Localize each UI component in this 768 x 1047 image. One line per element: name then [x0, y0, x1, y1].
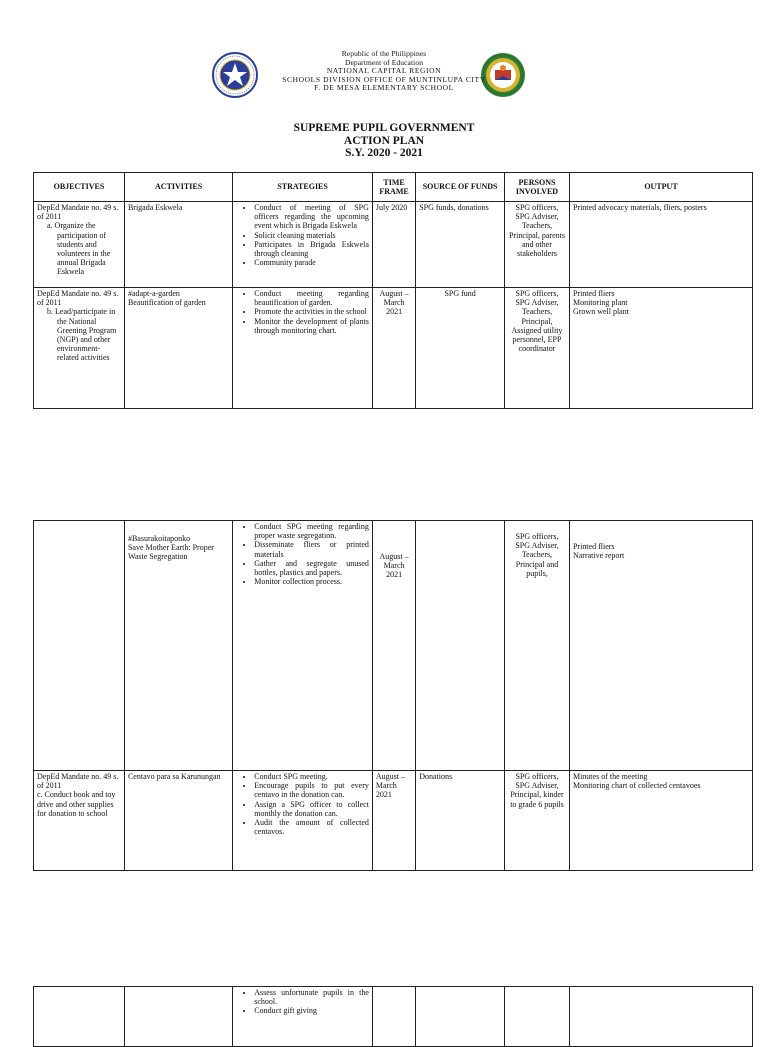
- strategy-item: • Audit the amount of collected centavos.: [254, 818, 369, 836]
- strategy-item: • Gather and segregate unused bottles, plastics and papers.: [254, 559, 369, 577]
- persons-cell: [505, 987, 570, 1047]
- objective-head: DepEd Mandate no. 49 s. of 2011: [37, 203, 119, 222]
- action-plan-table-3: [33, 986, 753, 1047]
- time-frame-cell: August – March 2021: [372, 771, 415, 871]
- header-department: Department of Education: [344, 57, 424, 67]
- persons-cell: SPG officers, SPG Adviser, Teachers, Principal, Assigned utility personnel, EPP coordinator: [505, 288, 570, 409]
- output-cell: [569, 987, 752, 1047]
- time-frame-text: August – March 2021: [379, 552, 409, 580]
- strategy-item: • Assess unfortunate pupils in the school.: [254, 988, 369, 1006]
- persons-cell: SPG officers, SPG Adviser, Teachers, Principal, parents and other stakeholders: [505, 202, 570, 288]
- time-frame-cell: August – March 2021: [372, 288, 415, 409]
- header-strategies: STRATEGIES: [233, 173, 373, 202]
- strategy-item: • Conduct SPG meeting regarding proper waste segregation.: [254, 522, 369, 540]
- activity-cell: [124, 288, 232, 409]
- activity-text: Save Mother Earth: Proper Waste Segregation: [127, 543, 214, 562]
- strategy-item: • Conduct gift giving: [254, 1006, 369, 1015]
- funds-cell: SPG fund: [416, 288, 505, 409]
- activity-cell: [124, 987, 232, 1047]
- activity-cell: Centavo para sa Karunungan: [124, 771, 232, 871]
- persons-cell: SPG officers, SPG Adviser, Principal, kinder to grade 6 pupils: [505, 771, 570, 871]
- output-line: Monitoring plant: [572, 298, 628, 308]
- title-spg: SUPREME PUPIL GOVERNMENT: [293, 122, 475, 134]
- output-line: Minutes of the meeting: [572, 772, 648, 781]
- document-title: [0, 122, 768, 160]
- time-frame-cell: [372, 987, 415, 1047]
- header-activities: ACTIVITIES: [124, 173, 232, 202]
- strategy-item: • Conduct meeting regarding beautification of garden.: [254, 289, 369, 307]
- table-row: [34, 521, 753, 771]
- title-school-year: S.Y. 2020 - 2021: [345, 147, 423, 160]
- table-row: [34, 771, 753, 871]
- header-persons-involved: PERSONS INVOLVED: [505, 173, 570, 202]
- strategies-cell: [233, 987, 373, 1047]
- objective-cell: [34, 521, 125, 771]
- document-header: [0, 50, 768, 93]
- objective-item: a. Organize the participation of students and volunteers in the annual Brigada Eskwela: [47, 221, 111, 277]
- header-objectives: OBJECTIVES: [34, 173, 125, 202]
- objective-cell: [34, 771, 125, 871]
- activity-hashtag: #Basurakoitaponko: [127, 534, 191, 543]
- header-region: NATIONAL CAPITAL REGION: [326, 66, 442, 76]
- strategy-item: • Promote the activities in the school: [254, 307, 369, 316]
- table-row: [34, 202, 753, 288]
- header-time-frame: TIME FRAME: [372, 173, 415, 202]
- output-line: Printed fliers: [572, 542, 615, 551]
- activity-cell: [124, 521, 232, 771]
- funds-cell: SPG funds, donations: [416, 202, 505, 288]
- output-line: Printed fliers: [572, 289, 615, 298]
- strategy-item: • Monitor the development of plants through monitoring chart.: [254, 317, 369, 335]
- header-division: SCHOOLS DIVISION OFFICE OF MUNTINLUPA CITY: [282, 74, 486, 84]
- output-line: Monitoring chart of collected centavoes: [572, 781, 701, 791]
- output-cell: [569, 771, 752, 871]
- strategy-item: • Encourage pupils to put every centavo in the donation can.: [254, 781, 369, 799]
- objective-head: DepEd Mandate no. 49 s. of 2011: [37, 289, 119, 308]
- strategy-item: • Participates in Brigada Eskwela through cleaning: [254, 240, 369, 258]
- strategy-item: • Community parade: [254, 258, 369, 267]
- strategies-cell: [233, 521, 373, 771]
- table-row: [34, 288, 753, 409]
- output-line: Narrative report: [572, 551, 625, 561]
- table-header-row: [34, 173, 753, 202]
- output-line: Grown well plant: [572, 307, 629, 317]
- objective-cell: [34, 987, 125, 1047]
- table-row: [34, 987, 753, 1047]
- output-cell: [569, 288, 752, 409]
- persons-text: SPG officers, SPG Adviser, Teachers, Principal and pupils,: [515, 532, 559, 578]
- strategy-item: • Monitor collection process.: [254, 577, 369, 586]
- header-school: F. DE MESA ELEMENTARY SCHOOL: [314, 83, 454, 93]
- header-republic: Republic of the Philippines: [341, 49, 427, 58]
- activity-text: Brigada Eskwela: [127, 203, 183, 212]
- title-action-plan: ACTION PLAN: [343, 134, 425, 147]
- activity-text: Beautification of garden: [127, 298, 206, 308]
- objective-item: b. Lead/participate in the National Greening Program (NGP) and other environment-related activities: [47, 307, 117, 363]
- objective-cell: [34, 288, 125, 409]
- strategies-cell: [233, 288, 373, 409]
- action-plan-table-1: [33, 172, 753, 409]
- output-cell: [569, 521, 752, 771]
- strategy-item: • Solicit cleaning materials: [254, 231, 369, 240]
- strategy-item: • Conduct of meeting of SPG officers regarding the upcoming event which is Brigada Eskwela: [254, 203, 369, 231]
- strategies-cell: [233, 202, 373, 288]
- strategies-cell: [233, 771, 373, 871]
- funds-cell: Donations: [416, 771, 505, 871]
- time-frame-cell: July 2020: [372, 202, 415, 288]
- activity-cell: [124, 202, 232, 288]
- header-output: OUTPUT: [569, 173, 752, 202]
- persons-cell: [505, 521, 570, 771]
- strategy-item: • Disseminate fliers or printed materials: [254, 540, 369, 558]
- strategy-item: • Conduct SPG meeting.: [254, 772, 369, 781]
- action-plan-table-2: [33, 520, 753, 871]
- activity-hashtag: #adapt-a-garden: [127, 289, 180, 298]
- funds-cell: [416, 987, 505, 1047]
- strategy-item: • Assign a SPG officer to collect monthly the donation can.: [254, 800, 369, 818]
- time-frame-cell: [372, 521, 415, 771]
- objective-head: DepEd Mandate no. 49 s. of 2011: [37, 772, 119, 791]
- output-cell: Printed advocacy materials, fliers, posters: [569, 202, 752, 288]
- objective-item: c. Conduct book and toy drive and other supplies for donation to school: [37, 790, 116, 818]
- objective-cell: [34, 202, 125, 288]
- header-source-of-funds: SOURCE OF FUNDS: [416, 173, 505, 202]
- funds-cell: [416, 521, 505, 771]
